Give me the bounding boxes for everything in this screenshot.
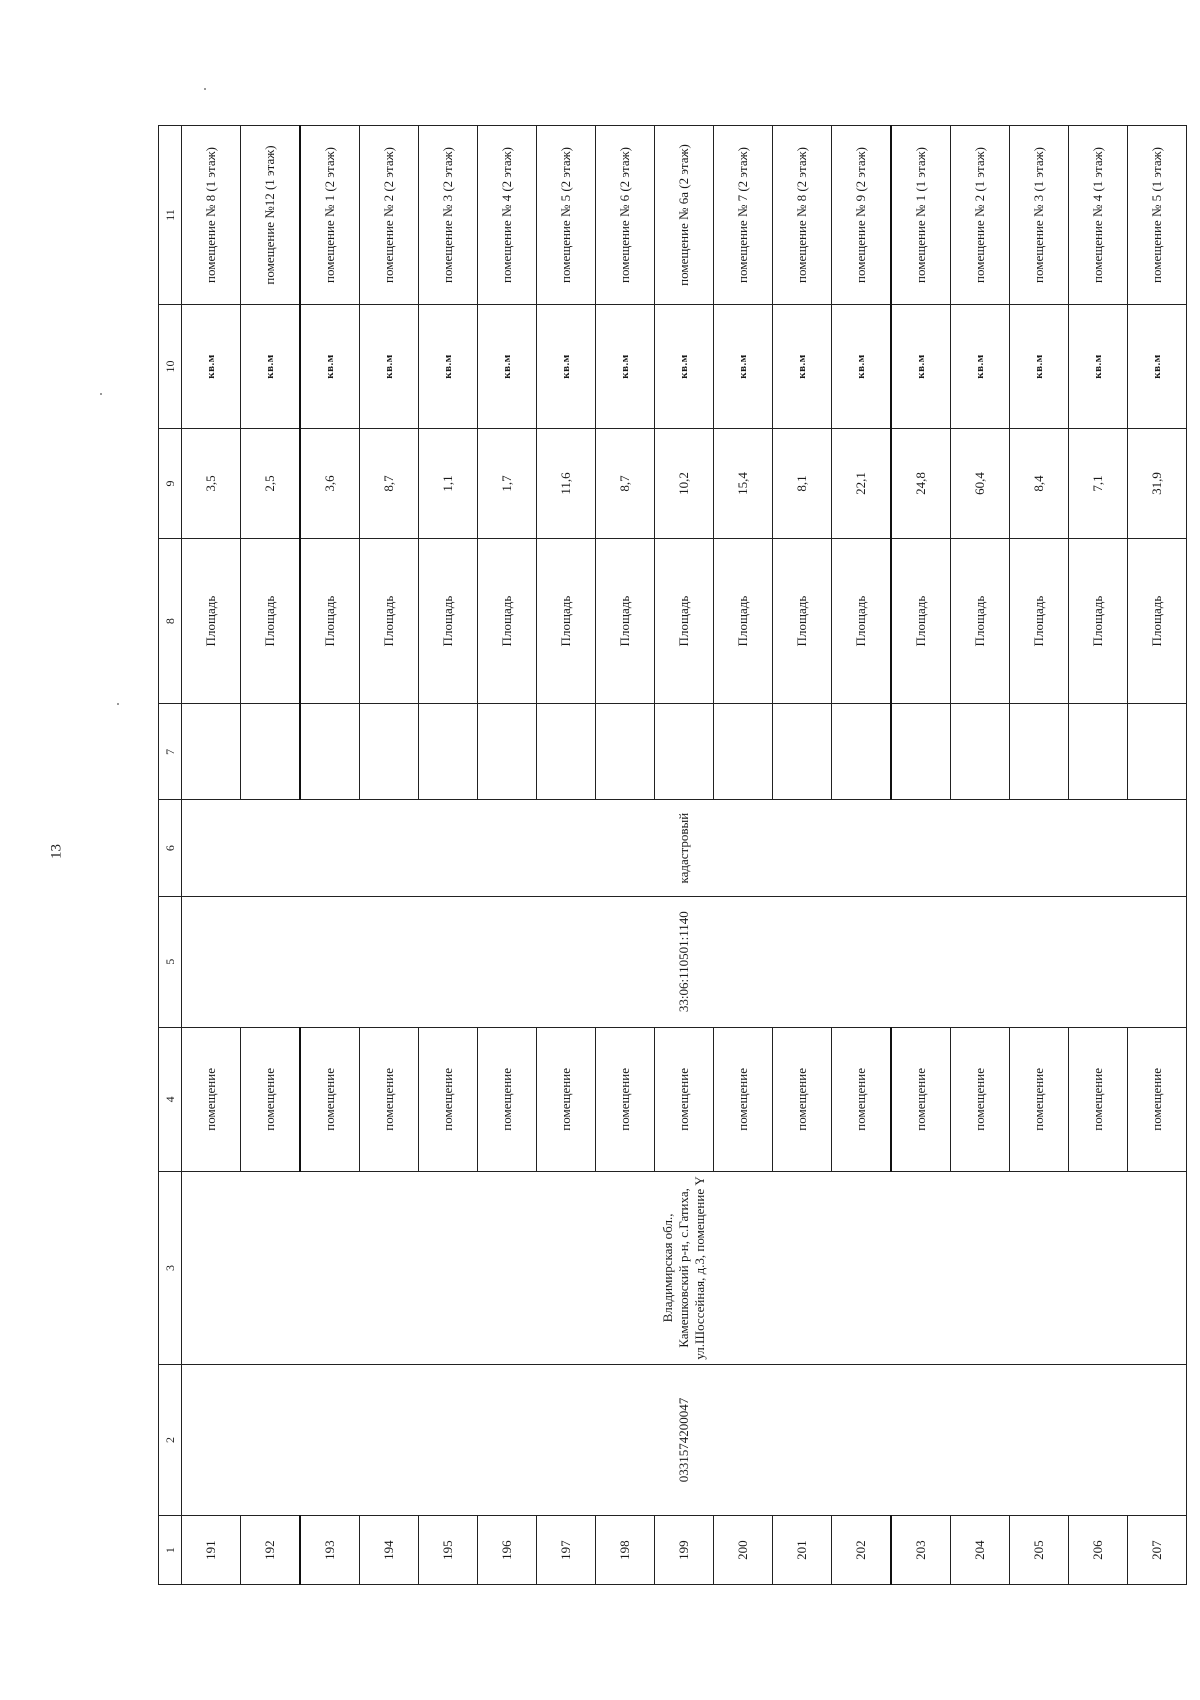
unit-cell: кв.м xyxy=(595,305,654,429)
col-header: 2 xyxy=(158,1364,181,1515)
empty-cell xyxy=(181,704,240,800)
cadastral-type-cell: кадастровый xyxy=(181,800,1186,896)
empty-cell xyxy=(891,704,951,800)
description-cell: помещение № 4 (2 этаж) xyxy=(477,126,536,305)
value-cell: 1,7 xyxy=(477,428,536,538)
table-body xyxy=(181,126,1186,1585)
parameter-cell: Площадь xyxy=(1009,539,1068,704)
parameter-cell: Площадь xyxy=(891,539,951,704)
object-type-cell: помещение xyxy=(772,1027,831,1172)
description-cell: помещение № 7 (2 этаж) xyxy=(713,126,772,305)
object-type-cell: помещение xyxy=(1009,1027,1068,1172)
parameter-cell: Площадь xyxy=(181,539,240,704)
unit-cell: кв.м xyxy=(359,305,418,429)
empty-cell xyxy=(536,704,595,800)
parameter-cell: Площадь xyxy=(536,539,595,704)
row-number-cell: 207 xyxy=(1127,1516,1186,1585)
object-type-cell: помещение xyxy=(1068,1027,1127,1172)
parameter-cell: Площадь xyxy=(477,539,536,704)
scan-speck xyxy=(117,703,119,705)
description-cell: помещение № 9 (2 этаж) xyxy=(831,126,891,305)
col-header: 9 xyxy=(158,428,181,538)
unit-cell: кв.м xyxy=(1127,305,1186,429)
empty-cell xyxy=(359,704,418,800)
row-number-cell: 203 xyxy=(891,1516,951,1585)
unit-cell: кв.м xyxy=(891,305,951,429)
scan-speck xyxy=(100,393,102,395)
empty-cell xyxy=(1068,704,1127,800)
description-cell: помещение № 1 (1 этаж) xyxy=(891,126,951,305)
row-number-cell: 200 xyxy=(713,1516,772,1585)
row-number-cell: 204 xyxy=(950,1516,1009,1585)
description-cell: помещение № 8 (1 этаж) xyxy=(181,126,240,305)
object-type-cell: помещение xyxy=(1127,1027,1186,1172)
unit-cell: кв.м xyxy=(418,305,477,429)
description-cell: помещение № 8 (2 этаж) xyxy=(772,126,831,305)
empty-cell xyxy=(240,704,300,800)
col-header: 4 xyxy=(158,1027,181,1172)
description-cell: помещение № 4 (1 этаж) xyxy=(1068,126,1127,305)
object-type-cell: помещение xyxy=(891,1027,951,1172)
row-number-cell: 192 xyxy=(240,1516,300,1585)
table-row xyxy=(181,126,240,1585)
value-cell: 8,4 xyxy=(1009,428,1068,538)
col-header: 8 xyxy=(158,539,181,704)
empty-cell xyxy=(831,704,891,800)
object-type-cell: помещение xyxy=(950,1027,1009,1172)
object-type-cell: помещение xyxy=(359,1027,418,1172)
empty-cell xyxy=(300,704,360,800)
object-type-cell: помещение xyxy=(831,1027,891,1172)
value-cell: 2,5 xyxy=(240,428,300,538)
object-type-cell: помещение xyxy=(181,1027,240,1172)
rotated-page xyxy=(158,125,1164,1585)
object-type-cell: помещение xyxy=(477,1027,536,1172)
empty-cell xyxy=(713,704,772,800)
parameter-cell: Площадь xyxy=(1068,539,1127,704)
col-header: 7 xyxy=(158,704,181,800)
empty-cell xyxy=(1009,704,1068,800)
col-header: 11 xyxy=(158,126,181,305)
description-cell: помещение № 5 (2 этаж) xyxy=(536,126,595,305)
object-type-cell: помещение xyxy=(300,1027,360,1172)
col-header: 5 xyxy=(158,896,181,1027)
registry-table xyxy=(158,125,1187,1585)
parameter-cell: Площадь xyxy=(300,539,360,704)
parameter-cell: Площадь xyxy=(595,539,654,704)
unit-cell: кв.м xyxy=(1009,305,1068,429)
description-cell: помещение № 6 (2 этаж) xyxy=(595,126,654,305)
value-cell: 22,1 xyxy=(831,428,891,538)
row-number-cell: 193 xyxy=(300,1516,360,1585)
page-number: 13 xyxy=(48,844,65,859)
value-cell: 31,9 xyxy=(1127,428,1186,538)
parameter-cell: Площадь xyxy=(418,539,477,704)
description-cell: помещение №12 (1 этаж) xyxy=(240,126,300,305)
row-number-cell: 191 xyxy=(181,1516,240,1585)
parameter-cell: Площадь xyxy=(359,539,418,704)
parameter-cell: Площадь xyxy=(240,539,300,704)
row-number-cell: 206 xyxy=(1068,1516,1127,1585)
unit-cell: кв.м xyxy=(713,305,772,429)
unit-cell: кв.м xyxy=(300,305,360,429)
header-row xyxy=(158,126,181,1585)
value-cell: 60,4 xyxy=(950,428,1009,538)
value-cell: 11,6 xyxy=(536,428,595,538)
object-type-cell: помещение xyxy=(713,1027,772,1172)
unit-cell: кв.м xyxy=(536,305,595,429)
object-type-cell: помещение xyxy=(240,1027,300,1172)
object-type-cell: помещение xyxy=(654,1027,713,1172)
value-cell: 15,4 xyxy=(713,428,772,538)
parameter-cell: Площадь xyxy=(654,539,713,704)
row-number-cell: 202 xyxy=(831,1516,891,1585)
row-number-cell: 199 xyxy=(654,1516,713,1585)
parameter-cell: Площадь xyxy=(831,539,891,704)
unit-cell: кв.м xyxy=(950,305,1009,429)
inn-cell: 0331574200047 xyxy=(181,1364,1186,1515)
empty-cell xyxy=(595,704,654,800)
object-type-cell: помещение xyxy=(595,1027,654,1172)
value-cell: 3,6 xyxy=(300,428,360,538)
empty-cell xyxy=(772,704,831,800)
object-type-cell: помещение xyxy=(418,1027,477,1172)
row-number-cell: 194 xyxy=(359,1516,418,1585)
row-number-cell: 195 xyxy=(418,1516,477,1585)
description-cell: помещение № 5 (1 этаж) xyxy=(1127,126,1186,305)
value-cell: 24,8 xyxy=(891,428,951,538)
row-number-cell: 201 xyxy=(772,1516,831,1585)
description-cell: помещение № 3 (2 этаж) xyxy=(418,126,477,305)
row-number-cell: 197 xyxy=(536,1516,595,1585)
unit-cell: кв.м xyxy=(1068,305,1127,429)
empty-cell xyxy=(477,704,536,800)
unit-cell: кв.м xyxy=(654,305,713,429)
row-number-cell: 198 xyxy=(595,1516,654,1585)
parameter-cell: Площадь xyxy=(772,539,831,704)
empty-cell xyxy=(1127,704,1186,800)
unit-cell: кв.м xyxy=(831,305,891,429)
col-header: 3 xyxy=(158,1172,181,1365)
unit-cell: кв.м xyxy=(772,305,831,429)
col-header: 1 xyxy=(158,1516,181,1585)
col-header: 10 xyxy=(158,305,181,429)
unit-cell: кв.м xyxy=(240,305,300,429)
value-cell: 8,7 xyxy=(359,428,418,538)
parameter-cell: Площадь xyxy=(713,539,772,704)
object-type-cell: помещение xyxy=(536,1027,595,1172)
address-cell: Владимирская обл., Камешковский р-н, с.Гатиха, ул.Шоссейная, д.3, помещение Y xyxy=(181,1172,1186,1365)
empty-cell xyxy=(654,704,713,800)
empty-cell xyxy=(950,704,1009,800)
empty-cell xyxy=(418,704,477,800)
value-cell: 8,7 xyxy=(595,428,654,538)
row-number-cell: 205 xyxy=(1009,1516,1068,1585)
scan-speck xyxy=(204,88,206,90)
description-cell: помещение № 3 (1 этаж) xyxy=(1009,126,1068,305)
cadastral-number-cell: 33:06:110501:1140 xyxy=(181,896,1186,1027)
value-cell: 10,2 xyxy=(654,428,713,538)
description-cell: помещение № 1 (2 этаж) xyxy=(300,126,360,305)
description-cell: помещение № 2 (2 этаж) xyxy=(359,126,418,305)
value-cell: 1,1 xyxy=(418,428,477,538)
parameter-cell: Площадь xyxy=(1127,539,1186,704)
unit-cell: кв.м xyxy=(477,305,536,429)
value-cell: 8,1 xyxy=(772,428,831,538)
value-cell: 3,5 xyxy=(181,428,240,538)
description-cell: помещение № 6а (2 этаж) xyxy=(654,126,713,305)
parameter-cell: Площадь xyxy=(950,539,1009,704)
unit-cell: кв.м xyxy=(181,305,240,429)
description-cell: помещение № 2 (1 этаж) xyxy=(950,126,1009,305)
value-cell: 7,1 xyxy=(1068,428,1127,538)
col-header: 6 xyxy=(158,800,181,896)
row-number-cell: 196 xyxy=(477,1516,536,1585)
